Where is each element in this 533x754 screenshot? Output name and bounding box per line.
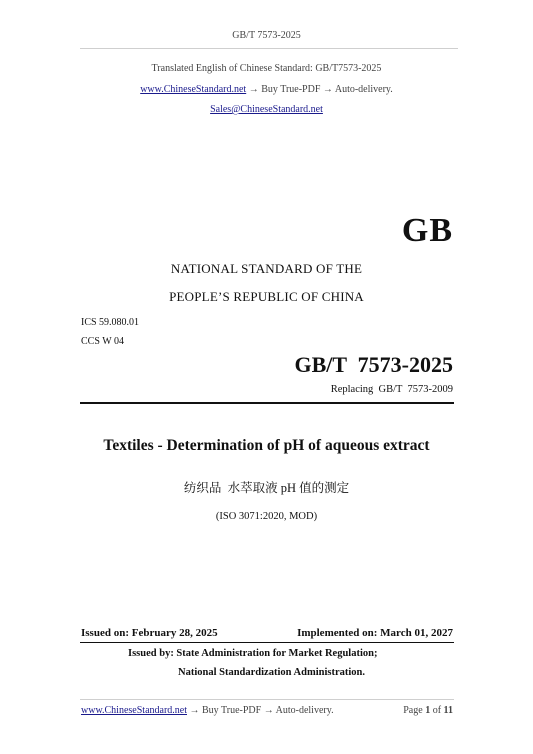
translated-line: Translated English of Chinese Standard: GB/T7573-2025 [151, 63, 382, 74]
standard-number: GB/T 7573-2025 [294, 352, 453, 377]
national-standard-line2: PEOPLE’S REPUBLIC OF CHINA [169, 289, 364, 304]
site-promo-line [0, 84, 533, 95]
running-title: GB/T 7573-2025 [232, 30, 301, 41]
replacing-line: Replacing GB/T 7573-2009 [330, 384, 453, 395]
footer-divider [80, 699, 454, 700]
page-of: of [432, 705, 442, 716]
page-indicator [403, 705, 453, 716]
footer-promo-line [81, 705, 334, 716]
footer-site-link[interactable]: www.ChineseStandard.net [81, 705, 187, 716]
ics-code: ICS 59.080.01 [81, 317, 140, 328]
title-english: Textiles - Determination of pH of aqueous extract [103, 437, 430, 454]
implemented-on: Implemented on: March 01, 2027 [297, 627, 453, 639]
issued-on: Issued on: February 28, 2025 [81, 627, 218, 639]
issued-by-line2: National Standardization Administration. [178, 667, 365, 678]
issued-by-line1: Issued by: State Administration for Market Regulation; [128, 648, 378, 659]
page-current: 1 [425, 705, 431, 716]
sales-email-line [0, 104, 533, 115]
national-standard-line1: NATIONAL STANDARD OF THE [170, 261, 363, 276]
page-label: Page [403, 705, 423, 716]
title-chinese: 纺织品 水萃取液 pH 值的测定 [183, 481, 350, 495]
header-divider [80, 48, 458, 49]
dates-rule [80, 642, 454, 643]
site-link[interactable]: www.ChineseStandard.net [140, 84, 247, 95]
sales-email-link[interactable]: Sales@ChineseStandard.net [210, 104, 323, 115]
iso-reference: (ISO 3071:2020, MOD) [215, 511, 318, 522]
ccs-code: CCS W 04 [81, 336, 124, 347]
gb-logo: GB [401, 212, 453, 249]
footer-buy-text: → Buy True-PDF → Auto-delivery. [187, 705, 334, 716]
page-total: 11 [443, 705, 453, 716]
buy-text: → Buy True-PDF → Auto-delivery. [246, 84, 393, 95]
title-rule [80, 402, 454, 404]
